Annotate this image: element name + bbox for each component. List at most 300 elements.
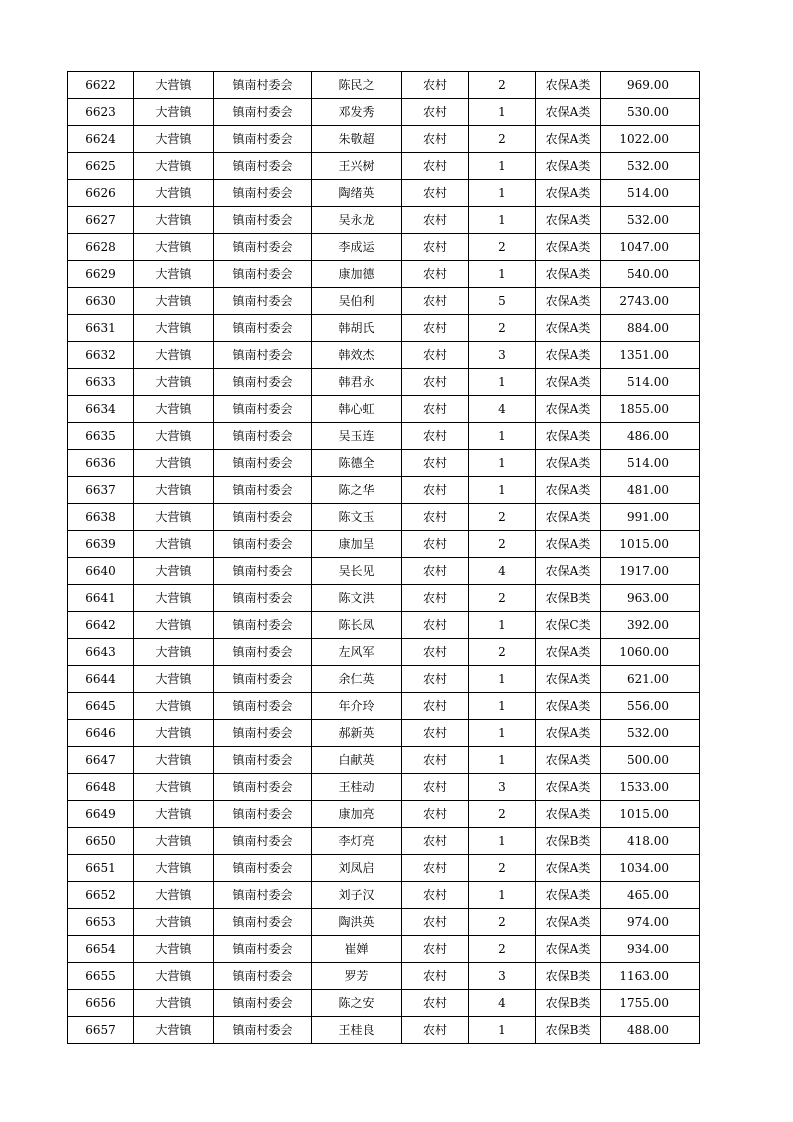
area-type-cell: 农村 <box>402 963 469 990</box>
name-cell: 陈长凤 <box>312 612 402 639</box>
amount-cell: 392.00 <box>601 612 700 639</box>
table-row <box>68 531 700 558</box>
row-number-cell: 6644 <box>68 666 134 693</box>
area-type-cell: 农村 <box>402 828 469 855</box>
name-cell: 韩胡氏 <box>312 315 402 342</box>
name-cell: 年介玲 <box>312 693 402 720</box>
town-cell: 大营镇 <box>134 855 214 882</box>
table-row <box>68 369 700 396</box>
insurance-class-cell: 农保A类 <box>536 396 601 423</box>
town-cell: 大营镇 <box>134 423 214 450</box>
household-count-cell: 3 <box>469 963 536 990</box>
insurance-class-cell: 农保A类 <box>536 504 601 531</box>
town-cell: 大营镇 <box>134 585 214 612</box>
area-type-cell: 农村 <box>402 126 469 153</box>
area-type-cell: 农村 <box>402 801 469 828</box>
row-number-cell: 6643 <box>68 639 134 666</box>
village-committee-cell: 镇南村委会 <box>214 936 312 963</box>
amount-cell: 1533.00 <box>601 774 700 801</box>
row-number-cell: 6642 <box>68 612 134 639</box>
table-row <box>68 666 700 693</box>
village-committee-cell: 镇南村委会 <box>214 882 312 909</box>
town-cell: 大营镇 <box>134 126 214 153</box>
area-type-cell: 农村 <box>402 369 469 396</box>
town-cell: 大营镇 <box>134 261 214 288</box>
insurance-class-cell: 农保B类 <box>536 585 601 612</box>
row-number-cell: 6630 <box>68 288 134 315</box>
area-type-cell: 农村 <box>402 693 469 720</box>
town-cell: 大营镇 <box>134 666 214 693</box>
household-count-cell: 1 <box>469 261 536 288</box>
amount-cell: 1163.00 <box>601 963 700 990</box>
household-count-cell: 2 <box>469 585 536 612</box>
table-row <box>68 261 700 288</box>
insurance-class-cell: 农保A类 <box>536 774 601 801</box>
household-count-cell: 2 <box>469 126 536 153</box>
town-cell: 大营镇 <box>134 639 214 666</box>
table-row <box>68 801 700 828</box>
name-cell: 王桂良 <box>312 1017 402 1044</box>
table-row <box>68 126 700 153</box>
village-committee-cell: 镇南村委会 <box>214 1017 312 1044</box>
name-cell: 陈文洪 <box>312 585 402 612</box>
row-number-cell: 6641 <box>68 585 134 612</box>
village-committee-cell: 镇南村委会 <box>214 450 312 477</box>
town-cell: 大营镇 <box>134 936 214 963</box>
village-committee-cell: 镇南村委会 <box>214 639 312 666</box>
row-number-cell: 6626 <box>68 180 134 207</box>
amount-cell: 1022.00 <box>601 126 700 153</box>
household-count-cell: 1 <box>469 450 536 477</box>
row-number-cell: 6649 <box>68 801 134 828</box>
name-cell: 陈德全 <box>312 450 402 477</box>
amount-cell: 991.00 <box>601 504 700 531</box>
area-type-cell: 农村 <box>402 477 469 504</box>
village-committee-cell: 镇南村委会 <box>214 990 312 1017</box>
amount-cell: 514.00 <box>601 369 700 396</box>
row-number-cell: 6647 <box>68 747 134 774</box>
household-count-cell: 1 <box>469 423 536 450</box>
household-count-cell: 3 <box>469 774 536 801</box>
amount-cell: 1755.00 <box>601 990 700 1017</box>
town-cell: 大营镇 <box>134 207 214 234</box>
table-body <box>68 72 700 1044</box>
row-number-cell: 6633 <box>68 369 134 396</box>
name-cell: 左风军 <box>312 639 402 666</box>
insurance-class-cell: 农保A类 <box>536 855 601 882</box>
town-cell: 大营镇 <box>134 315 214 342</box>
name-cell: 吴长见 <box>312 558 402 585</box>
village-committee-cell: 镇南村委会 <box>214 342 312 369</box>
row-number-cell: 6624 <box>68 126 134 153</box>
amount-cell: 486.00 <box>601 423 700 450</box>
village-committee-cell: 镇南村委会 <box>214 504 312 531</box>
row-number-cell: 6639 <box>68 531 134 558</box>
row-number-cell: 6632 <box>68 342 134 369</box>
row-number-cell: 6650 <box>68 828 134 855</box>
household-count-cell: 2 <box>469 234 536 261</box>
village-committee-cell: 镇南村委会 <box>214 99 312 126</box>
amount-cell: 2743.00 <box>601 288 700 315</box>
row-number-cell: 6629 <box>68 261 134 288</box>
household-count-cell: 1 <box>469 612 536 639</box>
insurance-class-cell: 农保A类 <box>536 369 601 396</box>
name-cell: 余仁英 <box>312 666 402 693</box>
town-cell: 大营镇 <box>134 531 214 558</box>
insurance-class-cell: 农保A类 <box>536 909 601 936</box>
table-row <box>68 612 700 639</box>
amount-cell: 1015.00 <box>601 801 700 828</box>
table-row <box>68 1017 700 1044</box>
row-number-cell: 6631 <box>68 315 134 342</box>
table-row <box>68 693 700 720</box>
row-number-cell: 6652 <box>68 882 134 909</box>
insurance-class-cell: 农保A类 <box>536 99 601 126</box>
town-cell: 大营镇 <box>134 450 214 477</box>
area-type-cell: 农村 <box>402 666 469 693</box>
insurance-class-cell: 农保A类 <box>536 531 601 558</box>
amount-cell: 465.00 <box>601 882 700 909</box>
row-number-cell: 6645 <box>68 693 134 720</box>
household-count-cell: 2 <box>469 909 536 936</box>
amount-cell: 500.00 <box>601 747 700 774</box>
area-type-cell: 农村 <box>402 639 469 666</box>
household-count-cell: 1 <box>469 99 536 126</box>
town-cell: 大营镇 <box>134 747 214 774</box>
town-cell: 大营镇 <box>134 720 214 747</box>
town-cell: 大营镇 <box>134 909 214 936</box>
town-cell: 大营镇 <box>134 153 214 180</box>
table-row <box>68 477 700 504</box>
insurance-class-cell: 农保A类 <box>536 882 601 909</box>
village-committee-cell: 镇南村委会 <box>214 396 312 423</box>
table-row <box>68 315 700 342</box>
name-cell: 郝新英 <box>312 720 402 747</box>
village-committee-cell: 镇南村委会 <box>214 180 312 207</box>
table-row <box>68 423 700 450</box>
row-number-cell: 6648 <box>68 774 134 801</box>
insurance-class-cell: 农保A类 <box>536 666 601 693</box>
amount-cell: 934.00 <box>601 936 700 963</box>
amount-cell: 532.00 <box>601 153 700 180</box>
household-count-cell: 4 <box>469 558 536 585</box>
household-count-cell: 2 <box>469 531 536 558</box>
insurance-class-cell: 农保B类 <box>536 963 601 990</box>
row-number-cell: 6638 <box>68 504 134 531</box>
village-committee-cell: 镇南村委会 <box>214 234 312 261</box>
household-count-cell: 2 <box>469 639 536 666</box>
insurance-class-cell: 农保A类 <box>536 207 601 234</box>
town-cell: 大营镇 <box>134 180 214 207</box>
amount-cell: 530.00 <box>601 99 700 126</box>
table-row <box>68 396 700 423</box>
village-committee-cell: 镇南村委会 <box>214 747 312 774</box>
town-cell: 大营镇 <box>134 342 214 369</box>
table-row <box>68 207 700 234</box>
insurance-class-cell: 农保A类 <box>536 477 601 504</box>
town-cell: 大营镇 <box>134 504 214 531</box>
name-cell: 吴伯利 <box>312 288 402 315</box>
town-cell: 大营镇 <box>134 693 214 720</box>
insurance-class-cell: 农保A类 <box>536 801 601 828</box>
amount-cell: 540.00 <box>601 261 700 288</box>
village-committee-cell: 镇南村委会 <box>214 477 312 504</box>
name-cell: 陈文玉 <box>312 504 402 531</box>
row-number-cell: 6651 <box>68 855 134 882</box>
household-count-cell: 1 <box>469 477 536 504</box>
row-number-cell: 6635 <box>68 423 134 450</box>
name-cell: 白献英 <box>312 747 402 774</box>
amount-cell: 532.00 <box>601 207 700 234</box>
household-count-cell: 1 <box>469 1017 536 1044</box>
table-row <box>68 720 700 747</box>
table-row <box>68 963 700 990</box>
village-committee-cell: 镇南村委会 <box>214 558 312 585</box>
table-row <box>68 747 700 774</box>
household-count-cell: 4 <box>469 396 536 423</box>
insurance-class-cell: 农保B类 <box>536 1017 601 1044</box>
table-row <box>68 504 700 531</box>
household-count-cell: 2 <box>469 855 536 882</box>
name-cell: 邓发秀 <box>312 99 402 126</box>
area-type-cell: 农村 <box>402 909 469 936</box>
insurance-class-cell: 农保A类 <box>536 153 601 180</box>
amount-cell: 481.00 <box>601 477 700 504</box>
area-type-cell: 农村 <box>402 180 469 207</box>
insurance-class-cell: 农保A类 <box>536 639 601 666</box>
household-count-cell: 1 <box>469 180 536 207</box>
table-row <box>68 909 700 936</box>
amount-cell: 1917.00 <box>601 558 700 585</box>
area-type-cell: 农村 <box>402 747 469 774</box>
village-committee-cell: 镇南村委会 <box>214 720 312 747</box>
table-row <box>68 558 700 585</box>
village-committee-cell: 镇南村委会 <box>214 207 312 234</box>
area-type-cell: 农村 <box>402 990 469 1017</box>
row-number-cell: 6653 <box>68 909 134 936</box>
town-cell: 大营镇 <box>134 828 214 855</box>
amount-cell: 514.00 <box>601 450 700 477</box>
household-count-cell: 2 <box>469 504 536 531</box>
name-cell: 陈之华 <box>312 477 402 504</box>
row-number-cell: 6655 <box>68 963 134 990</box>
name-cell: 康加德 <box>312 261 402 288</box>
household-count-cell: 1 <box>469 369 536 396</box>
table-row <box>68 828 700 855</box>
name-cell: 吴永龙 <box>312 207 402 234</box>
name-cell: 朱敬超 <box>312 126 402 153</box>
village-committee-cell: 镇南村委会 <box>214 909 312 936</box>
name-cell: 王兴树 <box>312 153 402 180</box>
name-cell: 韩效杰 <box>312 342 402 369</box>
village-committee-cell: 镇南村委会 <box>214 153 312 180</box>
row-number-cell: 6627 <box>68 207 134 234</box>
village-committee-cell: 镇南村委会 <box>214 126 312 153</box>
household-count-cell: 1 <box>469 882 536 909</box>
household-count-cell: 5 <box>469 288 536 315</box>
household-count-cell: 2 <box>469 936 536 963</box>
area-type-cell: 农村 <box>402 612 469 639</box>
amount-cell: 532.00 <box>601 720 700 747</box>
amount-cell: 974.00 <box>601 909 700 936</box>
name-cell: 罗芳 <box>312 963 402 990</box>
row-number-cell: 6625 <box>68 153 134 180</box>
row-number-cell: 6637 <box>68 477 134 504</box>
town-cell: 大营镇 <box>134 990 214 1017</box>
amount-cell: 1060.00 <box>601 639 700 666</box>
area-type-cell: 农村 <box>402 72 469 99</box>
insurance-class-cell: 农保A类 <box>536 261 601 288</box>
table-row <box>68 990 700 1017</box>
row-number-cell: 6634 <box>68 396 134 423</box>
household-count-cell: 1 <box>469 207 536 234</box>
town-cell: 大营镇 <box>134 234 214 261</box>
insurance-class-cell: 农保A类 <box>536 234 601 261</box>
amount-cell: 1351.00 <box>601 342 700 369</box>
amount-cell: 1855.00 <box>601 396 700 423</box>
table-row <box>68 936 700 963</box>
table-row <box>68 450 700 477</box>
household-count-cell: 1 <box>469 153 536 180</box>
area-type-cell: 农村 <box>402 450 469 477</box>
town-cell: 大营镇 <box>134 396 214 423</box>
area-type-cell: 农村 <box>402 585 469 612</box>
amount-cell: 969.00 <box>601 72 700 99</box>
table-row <box>68 180 700 207</box>
insurance-class-cell: 农保A类 <box>536 180 601 207</box>
area-type-cell: 农村 <box>402 423 469 450</box>
village-committee-cell: 镇南村委会 <box>214 666 312 693</box>
amount-cell: 1015.00 <box>601 531 700 558</box>
insurance-class-cell: 农保A类 <box>536 288 601 315</box>
table-row <box>68 153 700 180</box>
village-committee-cell: 镇南村委会 <box>214 288 312 315</box>
town-cell: 大营镇 <box>134 801 214 828</box>
village-committee-cell: 镇南村委会 <box>214 774 312 801</box>
household-count-cell: 2 <box>469 801 536 828</box>
name-cell: 王桂动 <box>312 774 402 801</box>
row-number-cell: 6657 <box>68 1017 134 1044</box>
area-type-cell: 农村 <box>402 774 469 801</box>
amount-cell: 884.00 <box>601 315 700 342</box>
name-cell: 韩君永 <box>312 369 402 396</box>
data-table <box>67 71 700 1044</box>
insurance-class-cell: 农保C类 <box>536 612 601 639</box>
village-committee-cell: 镇南村委会 <box>214 612 312 639</box>
household-count-cell: 4 <box>469 990 536 1017</box>
table-row <box>68 288 700 315</box>
town-cell: 大营镇 <box>134 477 214 504</box>
household-count-cell: 3 <box>469 342 536 369</box>
village-committee-cell: 镇南村委会 <box>214 828 312 855</box>
table-row <box>68 72 700 99</box>
town-cell: 大营镇 <box>134 72 214 99</box>
town-cell: 大营镇 <box>134 612 214 639</box>
household-count-cell: 1 <box>469 666 536 693</box>
insurance-class-cell: 农保A类 <box>536 342 601 369</box>
household-count-cell: 2 <box>469 72 536 99</box>
village-committee-cell: 镇南村委会 <box>214 585 312 612</box>
name-cell: 李灯亮 <box>312 828 402 855</box>
row-number-cell: 6622 <box>68 72 134 99</box>
row-number-cell: 6623 <box>68 99 134 126</box>
village-committee-cell: 镇南村委会 <box>214 261 312 288</box>
town-cell: 大营镇 <box>134 882 214 909</box>
household-count-cell: 1 <box>469 693 536 720</box>
row-number-cell: 6656 <box>68 990 134 1017</box>
area-type-cell: 农村 <box>402 1017 469 1044</box>
insurance-class-cell: 农保A类 <box>536 693 601 720</box>
table-row <box>68 855 700 882</box>
village-committee-cell: 镇南村委会 <box>214 423 312 450</box>
insurance-class-cell: 农保A类 <box>536 423 601 450</box>
amount-cell: 488.00 <box>601 1017 700 1044</box>
insurance-class-cell: 农保A类 <box>536 747 601 774</box>
household-count-cell: 1 <box>469 720 536 747</box>
table-row <box>68 585 700 612</box>
insurance-class-cell: 农保B类 <box>536 990 601 1017</box>
amount-cell: 1047.00 <box>601 234 700 261</box>
table-row <box>68 639 700 666</box>
area-type-cell: 农村 <box>402 396 469 423</box>
household-count-cell: 1 <box>469 747 536 774</box>
row-number-cell: 6646 <box>68 720 134 747</box>
village-committee-cell: 镇南村委会 <box>214 369 312 396</box>
town-cell: 大营镇 <box>134 963 214 990</box>
insurance-class-cell: 农保A类 <box>536 558 601 585</box>
table-row <box>68 774 700 801</box>
name-cell: 刘子汉 <box>312 882 402 909</box>
insurance-class-cell: 农保A类 <box>536 315 601 342</box>
name-cell: 李成运 <box>312 234 402 261</box>
area-type-cell: 农村 <box>402 720 469 747</box>
insurance-class-cell: 农保A类 <box>536 720 601 747</box>
village-committee-cell: 镇南村委会 <box>214 72 312 99</box>
row-number-cell: 6640 <box>68 558 134 585</box>
town-cell: 大营镇 <box>134 558 214 585</box>
name-cell: 陈民之 <box>312 72 402 99</box>
village-committee-cell: 镇南村委会 <box>214 693 312 720</box>
area-type-cell: 农村 <box>402 882 469 909</box>
village-committee-cell: 镇南村委会 <box>214 963 312 990</box>
village-committee-cell: 镇南村委会 <box>214 531 312 558</box>
town-cell: 大营镇 <box>134 99 214 126</box>
name-cell: 刘凤启 <box>312 855 402 882</box>
insurance-class-cell: 农保A类 <box>536 450 601 477</box>
table-row <box>68 882 700 909</box>
area-type-cell: 农村 <box>402 936 469 963</box>
area-type-cell: 农村 <box>402 207 469 234</box>
area-type-cell: 农村 <box>402 558 469 585</box>
area-type-cell: 农村 <box>402 342 469 369</box>
name-cell: 吴玉连 <box>312 423 402 450</box>
insurance-class-cell: 农保B类 <box>536 828 601 855</box>
town-cell: 大营镇 <box>134 774 214 801</box>
amount-cell: 418.00 <box>601 828 700 855</box>
row-number-cell: 6654 <box>68 936 134 963</box>
table-row <box>68 234 700 261</box>
amount-cell: 621.00 <box>601 666 700 693</box>
name-cell: 陶绪英 <box>312 180 402 207</box>
name-cell: 崔婵 <box>312 936 402 963</box>
household-count-cell: 2 <box>469 315 536 342</box>
name-cell: 陶洪英 <box>312 909 402 936</box>
town-cell: 大营镇 <box>134 369 214 396</box>
amount-cell: 1034.00 <box>601 855 700 882</box>
name-cell: 康加亮 <box>312 801 402 828</box>
area-type-cell: 农村 <box>402 99 469 126</box>
name-cell: 康加呈 <box>312 531 402 558</box>
